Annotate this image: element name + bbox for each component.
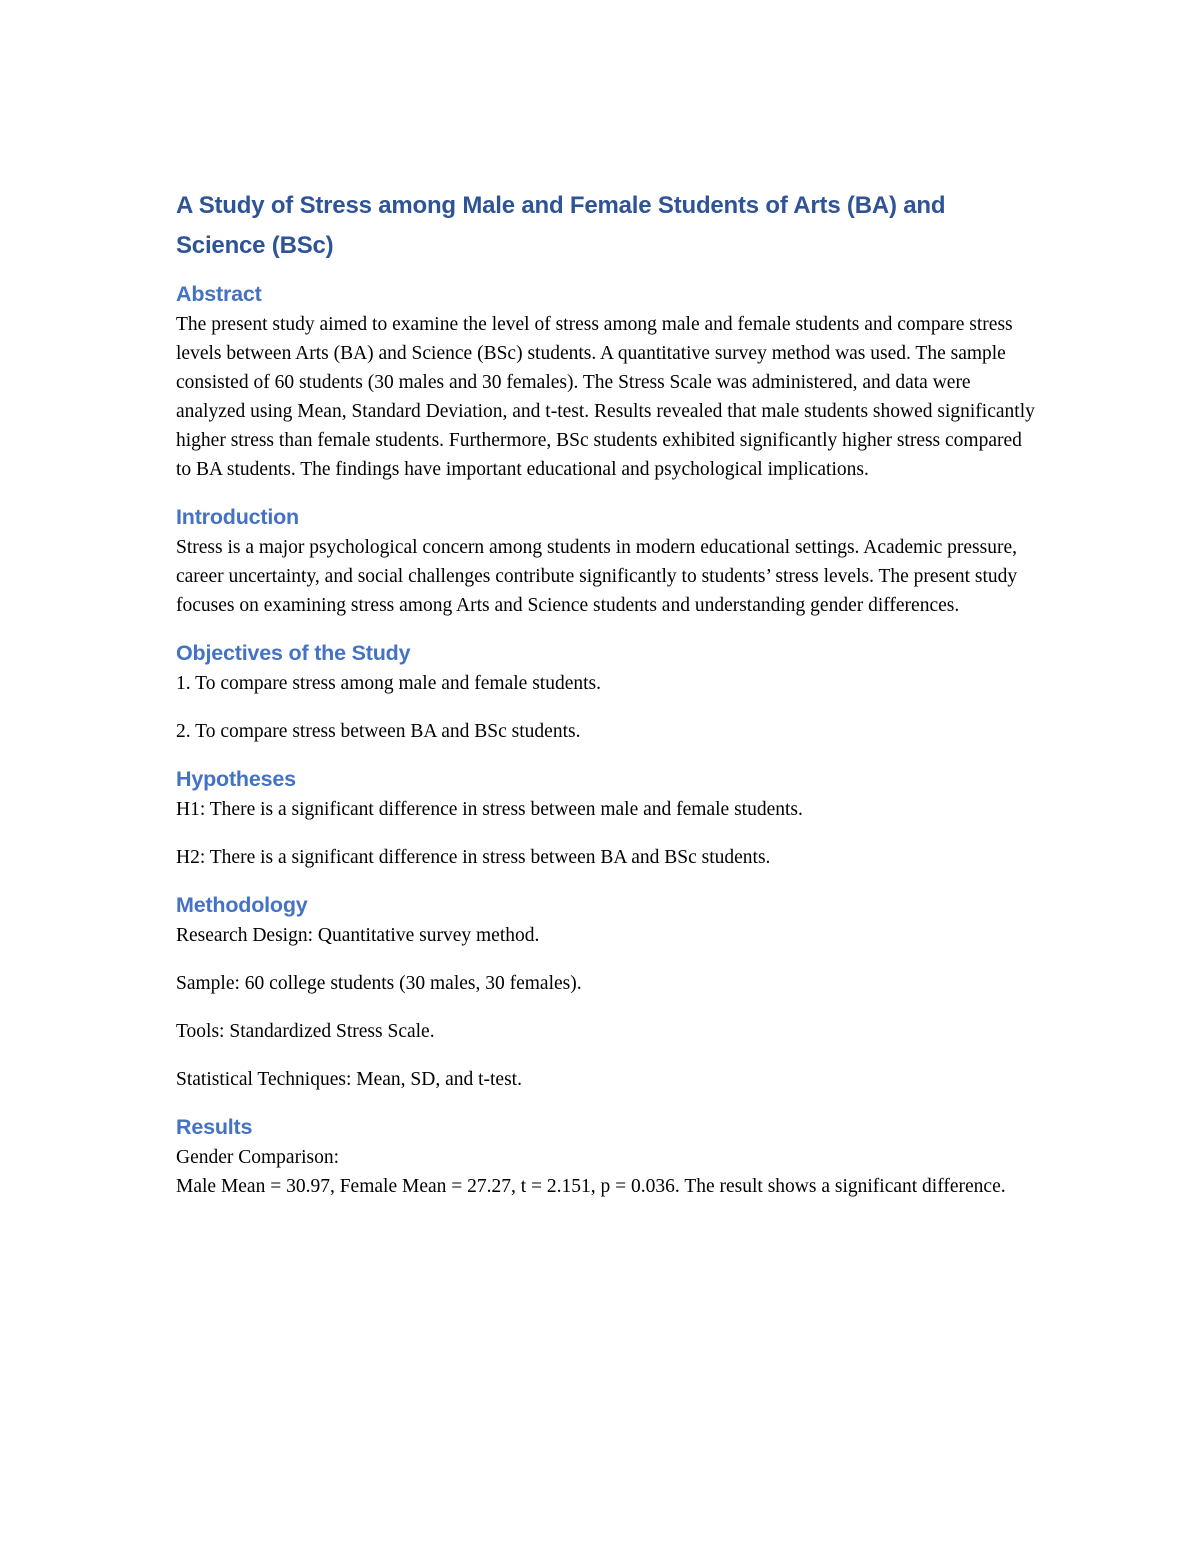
methodology-item: Tools: Standardized Stress Scale. [176,1021,435,1042]
abstract-text: The present study aimed to examine the level of stress among male and female students and compare stress levels between Arts (BA) and Science (BSc) students. A quantitative survey method was used. The sample consisted of 60 students (30 males and 30 females). The Stress Scale was administered, and data were analyzed using Mean, Standard Deviation, and t-test. Results revealed that male students showed significantly higher stress than female students. Furthermore, BSc students exhibited significantly higher stress compared to BA students. The findings have important educational and psychological implications. [176,314,1035,480]
methodology-item: Statistical Techniques: Mean, SD, and t-test. [176,1069,522,1090]
abstract-heading: Abstract [176,282,262,306]
hypotheses-heading: Hypotheses [176,767,296,791]
results-section [176,1112,1036,1201]
methodology-item: Research Design: Quantitative survey method. [176,925,540,946]
methodology-item: Sample: 60 college students (30 males, 30 females). [176,973,582,994]
document-title: A Study of Stress among Male and Female Students of Arts (BA) and Science (BSc) [176,192,946,259]
introduction-section [176,502,1036,620]
results-text: Male Mean = 30.97, Female Mean = 27.27, t = 2.151, p = 0.036. The result shows a significant difference. [176,1176,1006,1197]
document-page [176,186,1036,1201]
results-subheading: Gender Comparison: [176,1147,340,1168]
hypotheses-section [176,764,1036,872]
objectives-section [176,638,1036,746]
hypothesis-item: H1: There is a significant difference in stress between male and female students. [176,799,803,820]
results-heading: Results [176,1115,253,1139]
methodology-section [176,890,1036,1094]
objectives-heading: Objectives of the Study [176,641,411,665]
objective-item: 2. To compare stress between BA and BSc students. [176,721,581,742]
hypothesis-item: H2: There is a significant difference in stress between BA and BSc students. [176,847,771,868]
methodology-heading: Methodology [176,893,308,917]
introduction-heading: Introduction [176,505,299,529]
abstract-section [176,279,1036,484]
introduction-text: Stress is a major psychological concern among students in modern educational settings. Academic pressure, career uncertainty, and social challenges contribute significantly to students’ stress levels. The present study focuses on examining stress among Arts and Science students and understanding gender differences. [176,537,1018,616]
objective-item: 1. To compare stress among male and female students. [176,673,601,694]
